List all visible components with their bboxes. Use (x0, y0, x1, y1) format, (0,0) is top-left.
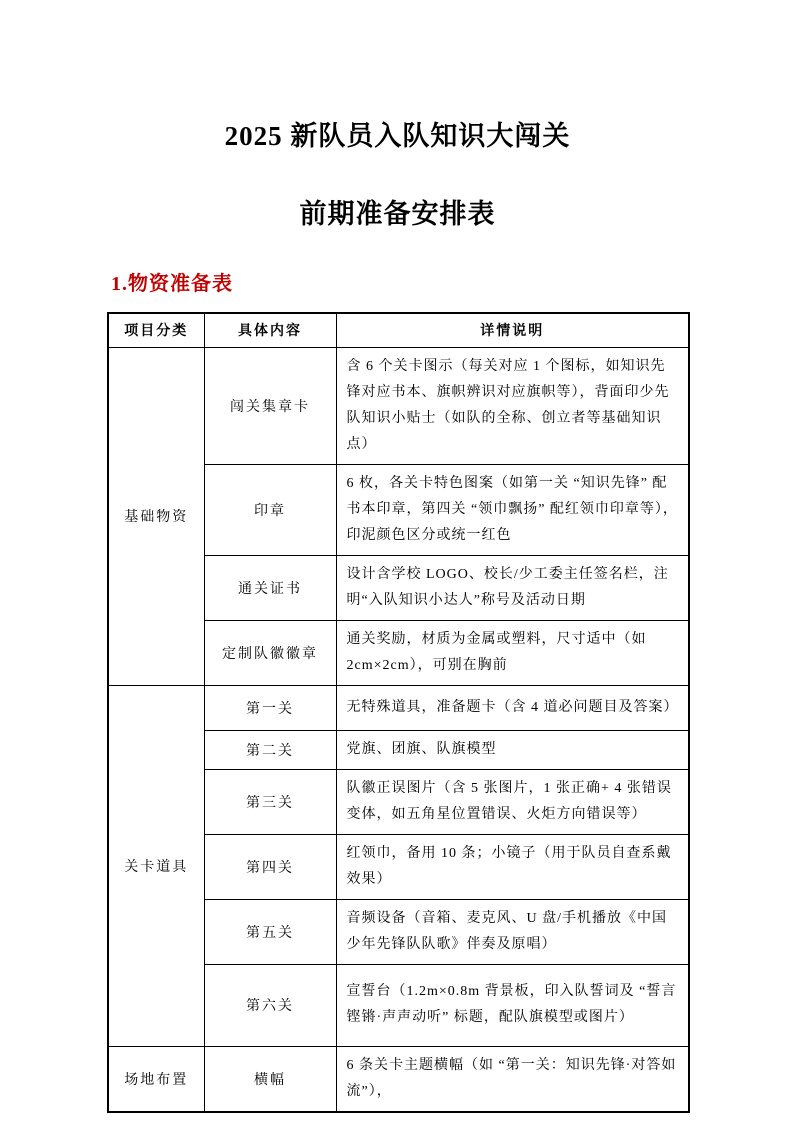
materials-table (107, 312, 690, 1113)
item-cell: 印章 (204, 464, 336, 555)
category-cell: 关卡道具 (108, 685, 204, 1046)
detail-cell: 含 6 个关卡图示（每关对应 1 个图标，如知识先锋对应书本、旗帜辨识对应旗帜等），背面印少先队知识小贴士（如队的全称、创立者等基础知识点） (336, 347, 689, 464)
item-cell: 闯关集章卡 (204, 347, 336, 464)
item-cell: 第一关 (204, 685, 336, 730)
column-header-detail: 详情说明 (336, 313, 689, 347)
item-cell: 第三关 (204, 769, 336, 834)
detail-cell: 队徽正误图片（含 5 张图片，1 张正确+ 4 张错误变体，如五角星位置错误、火炬方向错误等） (336, 769, 689, 834)
detail-cell: 无特殊道具，准备题卡（含 4 道必问题目及答案） (336, 685, 689, 730)
item-cell: 第二关 (204, 730, 336, 769)
category-cell: 基础物资 (108, 347, 204, 685)
category-cell: 场地布置 (108, 1046, 204, 1112)
section-heading: 1.物资准备表 (111, 273, 233, 295)
detail-cell: 音频设备（音箱、麦克风、U 盘/手机播放《中国少年先锋队队歌》伴奏及原唱） (336, 899, 689, 964)
document-subtitle: 前期准备安排表 (299, 199, 496, 229)
item-cell: 横幅 (204, 1046, 336, 1112)
detail-cell: 红领巾，备用 10 条；小镜子（用于队员自查系戴效果） (336, 834, 689, 899)
column-header-category: 项目分类 (108, 313, 204, 347)
item-cell: 第五关 (204, 899, 336, 964)
item-cell: 定制队徽徽章 (204, 620, 336, 685)
detail-cell: 6 条关卡主题横幅（如 “第一关：知识先锋·对答如流”）， (336, 1046, 689, 1112)
item-cell: 通关证书 (204, 555, 336, 620)
document-title: 2025 新队员入队知识大闯关 (224, 121, 571, 151)
table-row (108, 685, 689, 730)
detail-cell: 宣誓台（1.2m×0.8m 背景板，印入队誓词及 “誓言铿锵·声声动听” 标题，配队旗模型或图片） (336, 964, 689, 1046)
table-row (108, 1046, 689, 1112)
materials-table-body (108, 347, 689, 1112)
detail-cell: 设计含学校 LOGO、校长/少工委主任签名栏，注明“入队知识小达人”称号及活动日期 (336, 555, 689, 620)
column-header-item: 具体内容 (204, 313, 336, 347)
table-row (108, 347, 689, 464)
item-cell: 第六关 (204, 964, 336, 1046)
item-cell: 第四关 (204, 834, 336, 899)
detail-cell: 6 枚，各关卡特色图案（如第一关 “知识先锋” 配书本印章，第四关 “领巾飘扬” 配红领巾印章等），印泥颜色区分或统一红色 (336, 464, 689, 555)
detail-cell: 党旗、团旗、队旗模型 (336, 730, 689, 769)
detail-cell: 通关奖励，材质为金属或塑料，尺寸适中（如 2cm×2cm），可别在胸前 (336, 620, 689, 685)
table-header-row (108, 313, 689, 347)
